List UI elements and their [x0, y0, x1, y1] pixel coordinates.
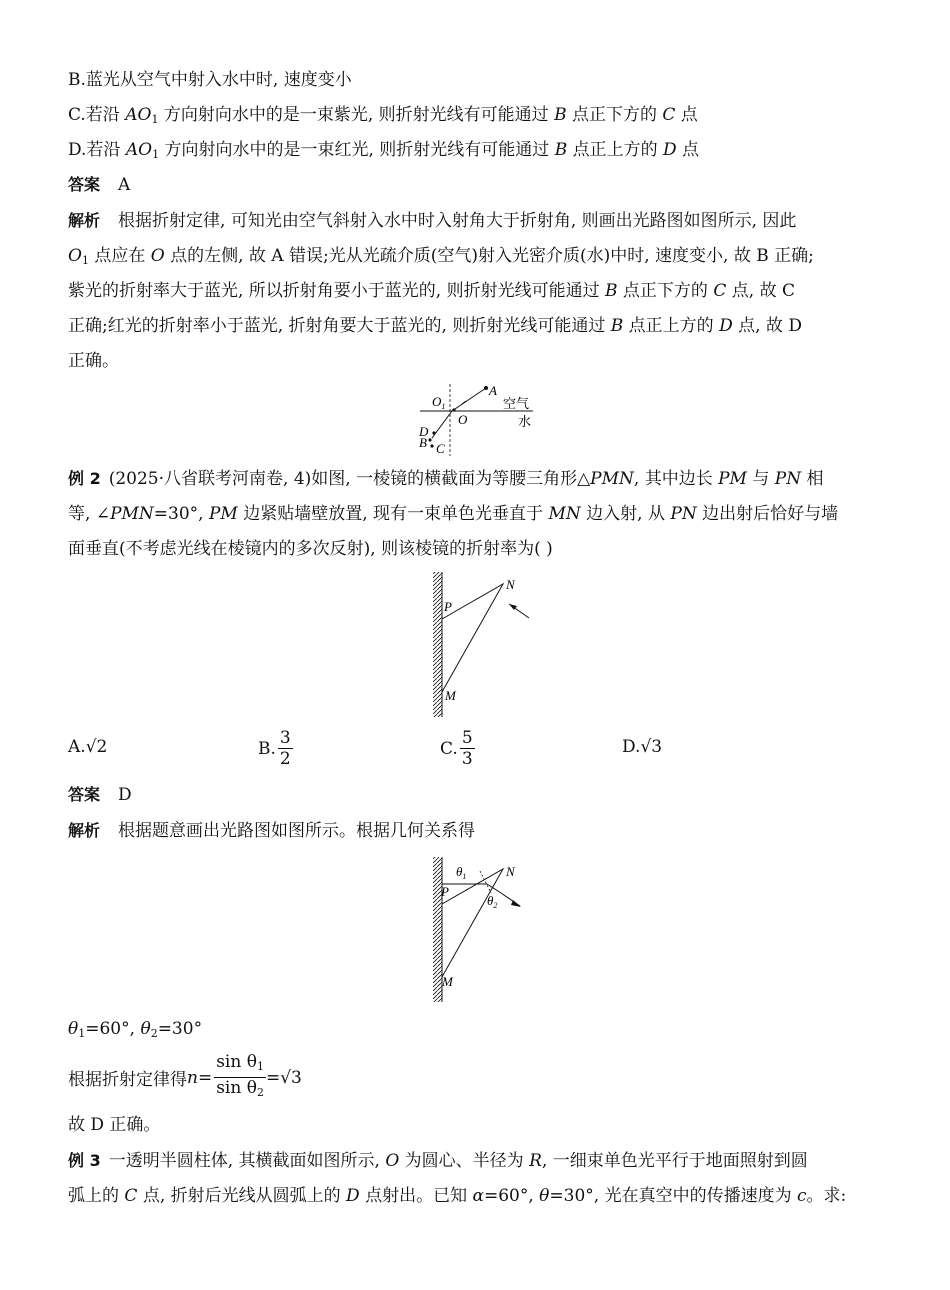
example-2-line-1: 例 2 (2025·八省联考河南卷, 4)如图, 一棱镜的横截面为等腰三角形△PMN, 其中边长 PM 与 PN 相	[68, 469, 824, 489]
label-c: C	[436, 441, 445, 456]
example-2-line-2: 等, ∠PMN=30°, PM 边紧贴墙壁放置, 现有一束单色光垂直于 MN 边入射, 从 PN 边出射后恰好与墙	[68, 504, 839, 524]
label-theta1: $\theta_1$	[456, 864, 467, 881]
example-2-line-3: 面垂直(不考虑光线在棱镜内的多次反射), 则该棱镜的折射率为( )	[68, 539, 553, 559]
example-3-line-2: 弧上的 C 点, 折射后光线从圆弧上的 D 点射出。已知 α=60°, θ=30°, 光在真空中的传播速度为 c。求:	[68, 1186, 847, 1206]
answer-label: 答案	[68, 175, 101, 194]
refraction-law-equation: 根据折射定律得 n = $\frac{\sin \theta_1}{\sin \theta_2}$ =√3	[68, 1052, 302, 1099]
analysis-label: 解析	[68, 211, 101, 230]
label-o1: $O_1$	[432, 394, 446, 411]
label-d: D	[419, 424, 429, 439]
conclusion: 故 D 正确。	[68, 1115, 161, 1135]
prism-figure	[425, 570, 535, 720]
label-n: N	[506, 864, 515, 879]
wall-hatching	[433, 857, 442, 1002]
label-p: P	[444, 599, 452, 614]
incident-ray	[452, 388, 486, 411]
prism-triangle	[442, 869, 503, 977]
answer-value: D	[118, 785, 132, 805]
label-air: 空气	[503, 396, 530, 411]
answer-1	[68, 173, 130, 197]
example-3-line-1: 例 3 一透明半圆柱体, 其横截面如图所示, O 为圆心、半径为 R, 一细束单色光平行于地面照射到圆	[68, 1151, 808, 1171]
point-c	[430, 444, 433, 447]
label-b: B	[419, 435, 427, 450]
analysis-1-line-1: 解析 根据折射定律, 可知光由空气斜射入水中时入射角大于折射角, 则画出光路图如图所示, 因此	[68, 211, 797, 231]
label-p: P	[441, 884, 449, 899]
answer-label: 答案	[68, 785, 101, 804]
normal-dashed-line	[480, 871, 491, 893]
label-theta2: $\theta_2$	[487, 893, 498, 910]
wall-hatching	[433, 572, 442, 717]
example-3-label: 例 3	[68, 1151, 101, 1170]
label-n: N	[506, 577, 515, 592]
point-d	[432, 431, 435, 434]
label-water: 水	[518, 414, 532, 429]
choice-c: C. $\frac{5}{3}$	[440, 728, 473, 769]
analysis-2: 解析 根据题意画出光路图如图所示。根据几何关系得	[68, 821, 476, 841]
example-2-label: 例 2	[68, 469, 101, 488]
choice-b: B. $\frac{3}{2}$	[258, 728, 291, 769]
option-d-text: D.若沿 $AO_1$ 方向射向水中的是一束红光, 则折射光线有可能通过 B 点正上方的 D 点	[68, 140, 700, 161]
angle-results: $\theta_1=60^\circ$, $\theta_2=30^\circ$	[68, 1019, 203, 1040]
analysis-1-line-2: $O_1$ 点应在 O 点的左侧, 故 A 错误;光从光疏介质(空气)射入光密介质(水)中时, 速度变小, 故 B 正确;	[68, 246, 814, 267]
point-o	[452, 408, 455, 411]
analysis-label: 解析	[68, 821, 101, 840]
analysis-1-line-3: 紫光的折射率大于蓝光, 所以折射角要小于蓝光的, 则折射光线可能通过 B 点正下方的 C 点, 故 C	[68, 281, 795, 301]
analysis-1-line-4: 正确;红光的折射率小于蓝光, 折射角要大于蓝光的, 则折射光线可能通过 B 点正上方的 D 点, 故 D	[68, 316, 802, 336]
label-o: O	[458, 412, 468, 427]
prism-light-path-figure	[425, 855, 535, 1005]
point-a	[484, 386, 488, 390]
refraction-figure-1	[410, 380, 550, 460]
option-b-text: B.蓝光从空气中射入水中时, 速度变小	[68, 70, 352, 90]
choice-d: D. √3	[622, 737, 663, 757]
analysis-1-line-5: 正确。	[68, 351, 119, 371]
label-a: A	[489, 383, 497, 398]
point-b	[428, 438, 431, 441]
answer-2	[68, 783, 132, 807]
choice-a: A. √2	[68, 737, 108, 757]
option-c-text: C.若沿 $AO_1$ 方向射向水中的是一束紫光, 则折射光线有可能通过 B 点正下方的 C 点	[68, 105, 698, 126]
label-m: M	[442, 974, 453, 989]
answer-value: A	[118, 175, 131, 195]
label-m: M	[445, 688, 456, 703]
